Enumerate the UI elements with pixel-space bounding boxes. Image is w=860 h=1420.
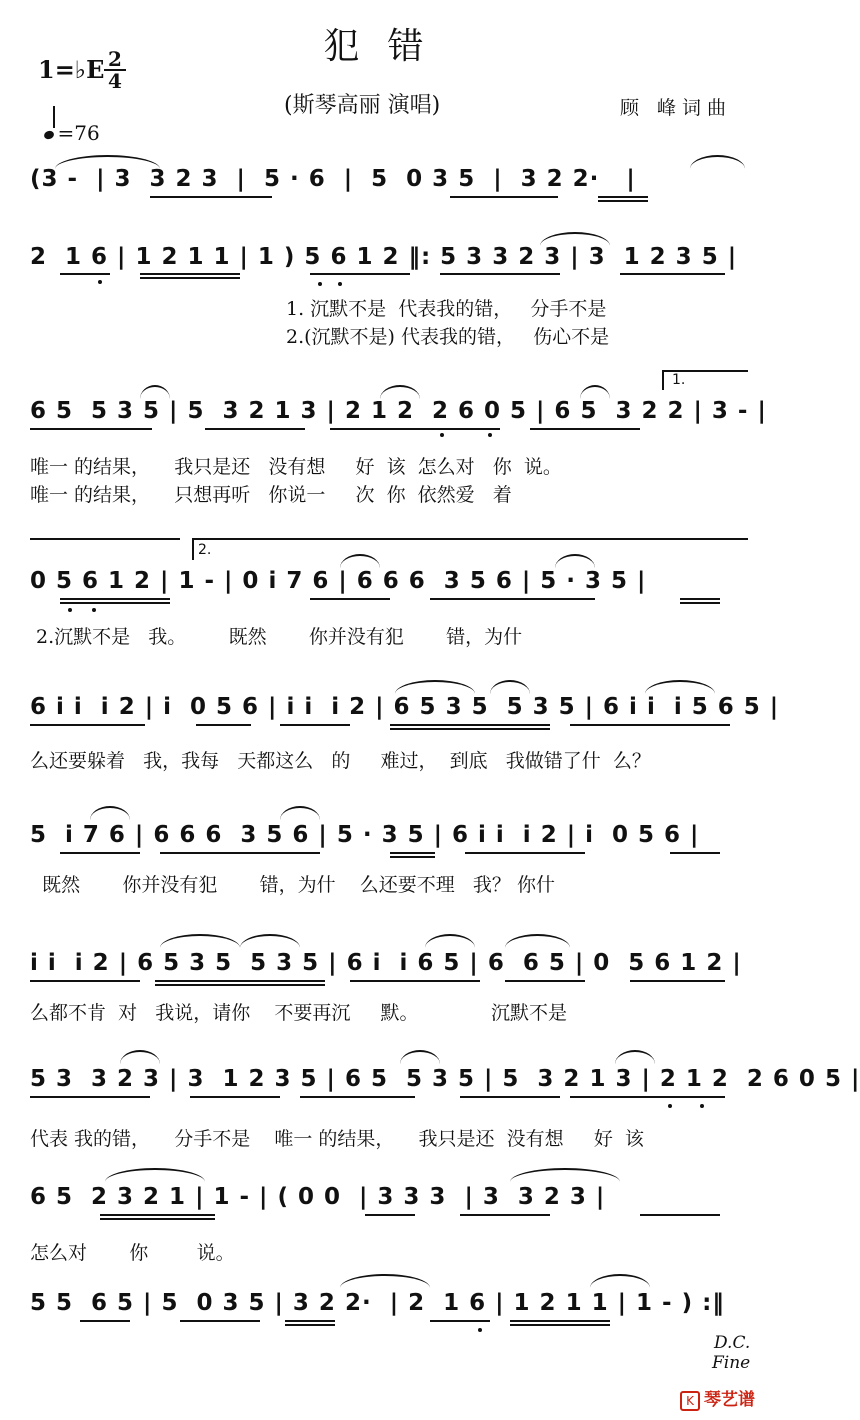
- underline: [505, 980, 585, 982]
- lower-octave-dot: [68, 608, 72, 612]
- underline: [140, 277, 240, 279]
- underline: [60, 852, 140, 854]
- tie: [540, 232, 610, 246]
- tie: [340, 1274, 430, 1288]
- underline: [190, 1096, 280, 1098]
- lyric-line-3-verse-1: 唯一 的结果， 我只是还 没有想 好 该 怎么对 你 说。: [30, 456, 562, 478]
- underline: [160, 852, 320, 854]
- underline: [510, 1320, 610, 1322]
- watermark-logo: [680, 1385, 755, 1411]
- logo-icon: K: [680, 1391, 700, 1411]
- lyric-line-8: 代表 我的错， 分手不是 唯一 的结果， 我只是还 没有想 好 该: [30, 1128, 644, 1150]
- dc-label: D.C.: [714, 1333, 751, 1353]
- notation-line-2: 2 1 6 | 1 2 1 1 | 1 ) 5 6 1 2 ‖: 5 3 3 2 3 | 3 1 2 3 5 |: [30, 244, 738, 270]
- lyric-line-5: 么还要躲着 我，我每 天都这么 的 难过， 到底 我做错了什 么？: [30, 750, 651, 772]
- notation-line-1: (3 - | 3 3 2 3 | 5 · 6 | 5 0 3 5 | 3 2 2· |: [30, 166, 636, 192]
- volta-bracket-edge: [192, 538, 194, 560]
- notation-line-3: 6 5 5 3 5 | 5 3 2 1 3 | 2 1 2 2 6 0 5 | 6 5 3 2 2 | 3 - |: [30, 398, 767, 424]
- underline: [460, 1096, 560, 1098]
- underline: [30, 1096, 150, 1098]
- slur: [160, 934, 240, 948]
- volta-bracket-edge: [662, 370, 664, 390]
- da-capo-marking: [712, 1333, 750, 1373]
- underline: [640, 1214, 720, 1216]
- underline: [330, 428, 500, 430]
- underline: [60, 598, 170, 600]
- underline: [30, 428, 152, 430]
- time-signature-top: 2: [108, 47, 122, 71]
- performer-credit: (斯琴高丽 演唱): [284, 93, 441, 118]
- notation-line-4: 0 5 6 1 2 | 1 - | 0 i 7 6 | 6 6 6 3 5 6 | 5 · 3 5 |: [30, 568, 647, 594]
- lower-octave-dot: [318, 282, 322, 286]
- underline: [465, 852, 585, 854]
- lyric-line-6: 既然 你并没有犯 错，为什 么还要不理 我？ 你什: [30, 874, 555, 896]
- volta-label-1: 1.: [672, 372, 686, 388]
- underline: [430, 1320, 490, 1322]
- underline: [80, 1320, 130, 1322]
- underline: [680, 602, 720, 604]
- lower-octave-dot: [700, 1104, 704, 1108]
- song-title: 犯错: [323, 26, 452, 67]
- underline: [150, 196, 272, 198]
- watermark-text: 琴艺谱: [704, 1390, 755, 1410]
- underline: [530, 428, 640, 430]
- underline: [350, 980, 480, 982]
- underline: [570, 1096, 725, 1098]
- key-signature: 1=♭E: [38, 55, 105, 84]
- lyric-line-4: 2.沉默不是 我。 既然 你并没有犯 错，为什: [30, 626, 523, 648]
- tie: [140, 385, 170, 399]
- note-stem: [53, 106, 55, 128]
- underline: [620, 273, 725, 275]
- underline: [180, 1320, 260, 1322]
- underline: [390, 856, 435, 858]
- tie: [510, 1168, 620, 1182]
- lyric-line-7: 么都不肯 对 我说，请你 不要再沉 默。 沉默不是: [30, 1002, 568, 1024]
- underline: [680, 598, 720, 600]
- tie: [690, 155, 745, 169]
- notation-line-6: 5 i 7 6 | 6 6 6 3 5 6 | 5 · 3 5 | 6 i i i 2 | i 0 5 6 |: [30, 822, 700, 848]
- underline: [630, 980, 725, 982]
- slur: [280, 806, 320, 820]
- notation-line-9: 6 5 2 3 2 1 | 1 - | ( 0 0 | 3 3 3 | 3 3 2 3 |: [30, 1184, 606, 1210]
- underline: [510, 1324, 610, 1326]
- slur: [425, 934, 475, 948]
- underline: [598, 196, 648, 198]
- underline: [100, 1218, 215, 1220]
- underline: [598, 200, 648, 202]
- lower-octave-dot: [98, 280, 102, 284]
- slur: [505, 934, 570, 948]
- notation-line-10: 5 5 6 5 | 5 0 3 5 | 3 2 2· | 2 1 6 | 1 2 1 1 | 1 - ) :‖: [30, 1290, 725, 1316]
- lyric-line-2-verse-1: 1. 沉默不是 代表我的错， 分手不是: [286, 298, 607, 320]
- underline: [100, 1214, 215, 1216]
- underline: [60, 602, 170, 604]
- volta-label-2: 2.: [198, 542, 212, 558]
- lyric-line-2-verse-2: 2.(沉默不是) 代表我的错， 伤心不是: [286, 326, 610, 348]
- lower-octave-dot: [668, 1104, 672, 1108]
- lyric-line-9: 怎么对 你 说。: [30, 1242, 235, 1264]
- notation-line-8: 5 3 3 2 3 | 3 1 2 3 5 | 6 5 5 3 5 | 5 3 2 1 3 | 2 1 2 2 6 0 5 |: [30, 1066, 860, 1092]
- tie: [120, 1050, 160, 1064]
- lower-octave-dot: [440, 433, 444, 437]
- underline: [205, 428, 305, 430]
- slur: [340, 554, 380, 568]
- underline: [365, 1214, 415, 1216]
- underline: [285, 1324, 335, 1326]
- fine-label: Fine: [712, 1353, 751, 1373]
- underline: [390, 724, 550, 726]
- underline: [30, 724, 145, 726]
- underline: [196, 724, 251, 726]
- volta-bracket: [30, 538, 180, 540]
- slur: [105, 1168, 205, 1182]
- tempo-marking: [44, 118, 100, 145]
- lower-octave-dot: [92, 608, 96, 612]
- slur: [645, 680, 715, 694]
- time-signature: [104, 47, 126, 93]
- underline: [140, 273, 240, 275]
- notation-line-7: i i i 2 | 6 5 3 5 5 3 5 | 6 i i 6 5 | 6 6 5 | 0 5 6 1 2 |: [30, 950, 742, 976]
- underline: [450, 196, 558, 198]
- underline: [670, 852, 720, 854]
- tie: [580, 385, 610, 399]
- underline: [390, 728, 550, 730]
- quarter-note-icon: [43, 130, 55, 141]
- underline: [155, 980, 325, 982]
- slur: [55, 155, 160, 169]
- lower-octave-dot: [338, 282, 342, 286]
- notation-line-5: 6 i i i 2 | i 0 5 6 | i i i 2 | 6 5 3 5 5 3 5 | 6 i i i 5 6 5 |: [30, 694, 780, 720]
- tie: [590, 1274, 650, 1288]
- lyric-line-3-verse-2: 唯一 的结果， 只想再听 你说一 次 你 依然爱 着: [30, 484, 512, 506]
- tempo-value: =76: [57, 121, 100, 145]
- slur: [90, 806, 130, 820]
- underline: [155, 984, 325, 986]
- underline: [285, 1320, 335, 1322]
- underline: [280, 724, 350, 726]
- underline: [430, 598, 595, 600]
- time-signature-bottom: 4: [108, 69, 122, 93]
- underline: [310, 598, 390, 600]
- tie: [380, 385, 420, 399]
- slur: [555, 554, 595, 568]
- tie: [615, 1050, 655, 1064]
- underline: [390, 852, 435, 854]
- composer-credit: 顾 峰词曲: [620, 97, 733, 119]
- tie: [400, 1050, 440, 1064]
- slur: [395, 680, 475, 694]
- underline: [60, 273, 110, 275]
- underline: [300, 1096, 415, 1098]
- lower-octave-dot: [478, 1328, 482, 1332]
- underline: [440, 273, 560, 275]
- slur: [490, 680, 530, 694]
- underline: [310, 273, 410, 275]
- underline: [30, 980, 140, 982]
- slur: [240, 934, 300, 948]
- underline: [460, 1214, 550, 1216]
- volta-bracket: [192, 538, 748, 540]
- underline: [570, 724, 730, 726]
- lower-octave-dot: [488, 433, 492, 437]
